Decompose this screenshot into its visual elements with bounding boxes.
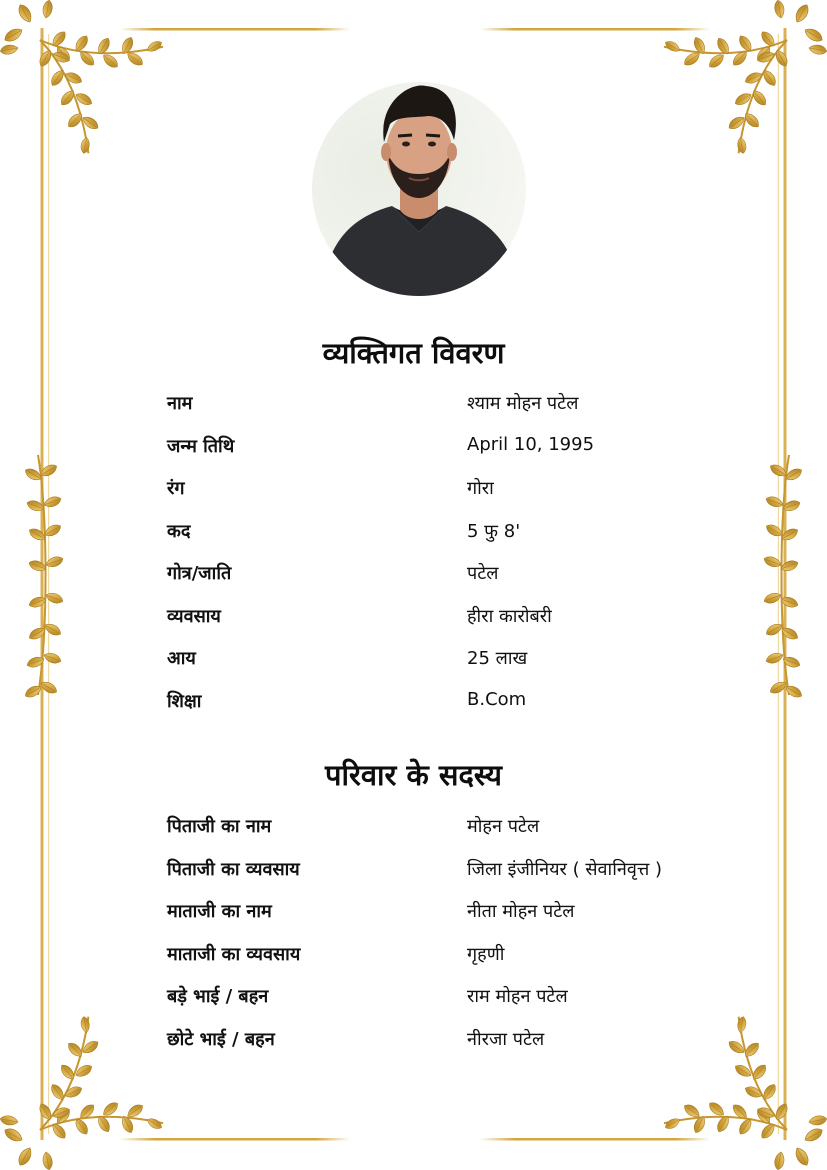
- family-members-list: [167, 814, 767, 1069]
- detail-value: April 10, 1995: [467, 433, 595, 455]
- corner-floral-top-right: [660, 0, 827, 160]
- detail-row: [167, 561, 767, 604]
- detail-value: हीरा कारोबरी: [467, 605, 552, 627]
- family-row: [167, 814, 767, 857]
- family-label: माताजी का व्यवसाय: [167, 943, 301, 965]
- detail-value: B.Com: [467, 688, 527, 710]
- detail-label: गोत्र/जाति: [167, 563, 232, 584]
- detail-label: जन्म तिथि: [167, 435, 235, 457]
- family-row: [167, 899, 767, 942]
- detail-label: कद: [167, 520, 191, 542]
- family-value: मोहन पटेल: [467, 816, 540, 837]
- detail-value: श्याम मोहन पटेल: [467, 393, 579, 414]
- corner-floral-top-left: [0, 0, 167, 160]
- profile-photo: [312, 82, 526, 296]
- family-value: गृहणी: [467, 943, 505, 965]
- detail-value: पटेल: [467, 563, 499, 584]
- detail-row: [167, 519, 767, 562]
- family-row: [167, 857, 767, 900]
- corner-floral-bottom-left: [0, 1010, 167, 1170]
- detail-value: 5 फु 8': [467, 520, 521, 542]
- family-row: [167, 1027, 767, 1070]
- detail-label: शिक्षा: [167, 690, 202, 712]
- detail-label: व्यवसाय: [167, 605, 221, 627]
- detail-value: गोरा: [467, 478, 494, 499]
- side-floral-left: [23, 455, 64, 700]
- personal-details-heading: व्यक्तिगत विवरण: [322, 336, 505, 370]
- detail-value: 25 लाख: [467, 648, 528, 669]
- family-row: [167, 942, 767, 985]
- detail-label: नाम: [167, 393, 193, 414]
- personal-details-list: [167, 391, 767, 731]
- family-label: पिताजी का व्यवसाय: [167, 858, 300, 880]
- detail-label: आय: [167, 648, 196, 669]
- family-value: नीता मोहन पटेल: [467, 901, 575, 922]
- detail-label: रंग: [167, 478, 185, 499]
- detail-row: [167, 604, 767, 647]
- family-row: [167, 984, 767, 1027]
- family-value: जिला इंजीनियर ( सेवानिवृत्त ): [467, 858, 663, 880]
- family-label: बड़े भाई / बहन: [167, 986, 269, 1007]
- detail-row: [167, 434, 767, 477]
- family-label: माताजी का नाम: [167, 901, 272, 922]
- detail-row: [167, 646, 767, 689]
- detail-row: [167, 476, 767, 519]
- family-label: पिताजी का नाम: [167, 816, 272, 837]
- family-members-heading: परिवार के सदस्य: [325, 758, 502, 792]
- family-label: छोटे भाई / बहन: [167, 1028, 275, 1050]
- detail-row: [167, 391, 767, 434]
- side-floral-right: [763, 455, 804, 700]
- family-value: राम मोहन पटेल: [467, 986, 568, 1007]
- detail-row: [167, 689, 767, 732]
- family-value: नीरजा पटेल: [467, 1028, 545, 1050]
